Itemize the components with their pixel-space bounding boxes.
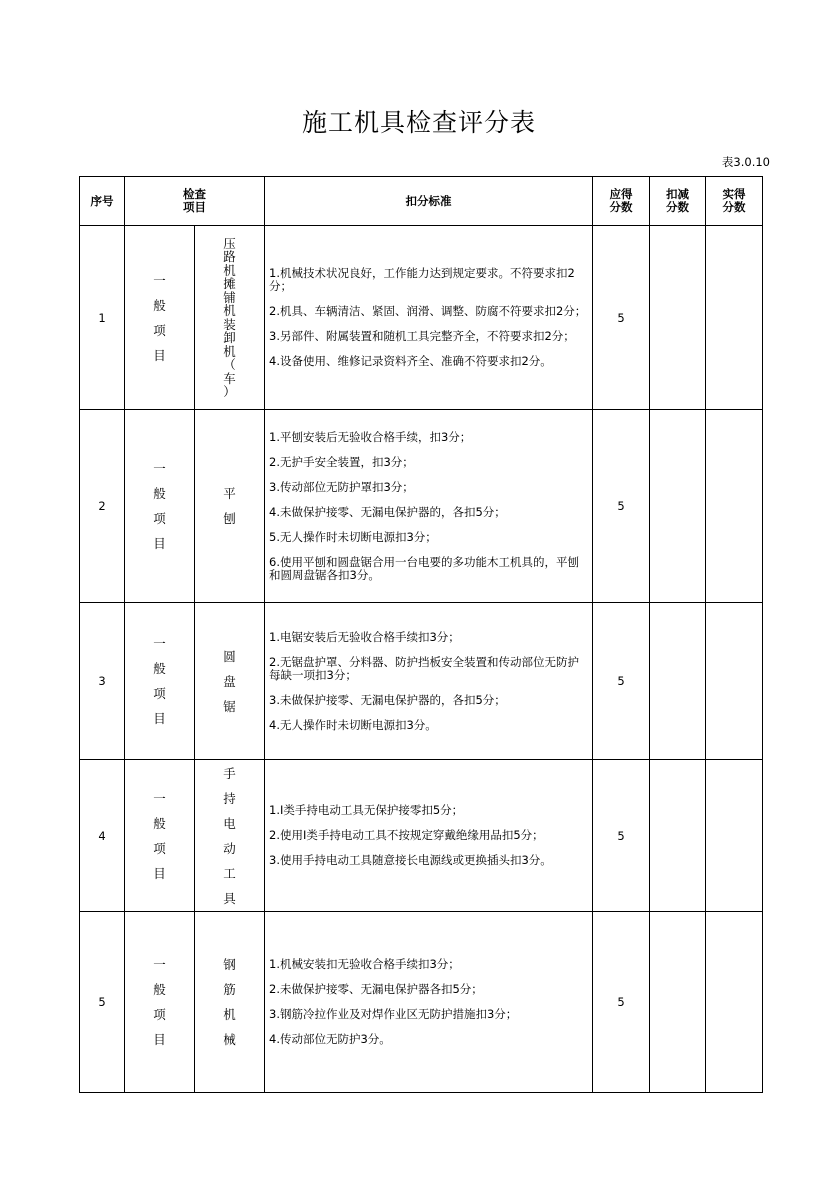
criteria-line: 1.机械安装扣无验收合格手续扣3分；	[269, 957, 460, 971]
category-char: 目	[153, 1032, 166, 1047]
criteria-line: 2.机具、车辆清洁、紧固、润滑、调整、防腐不符要求扣2分；	[269, 304, 587, 318]
row-due-score: 5	[593, 912, 650, 1093]
criteria-line: 1.I类手持电动工具无保护接零扣5分；	[269, 803, 464, 817]
row-due-score: 5	[593, 760, 650, 912]
row-category	[125, 760, 195, 912]
row-deduct-score-input[interactable]	[650, 603, 706, 760]
row-category	[125, 226, 195, 410]
criteria-line: 4.无人操作时未切断电源扣3分。	[269, 717, 437, 732]
row-due-score: 5	[593, 226, 650, 410]
row-deduction-criteria	[265, 760, 593, 912]
table-number: 表3.0.10	[721, 155, 770, 169]
item-char: 动	[223, 840, 236, 856]
criteria-line: 3.使用手持电动工具随意接长电源线或更换插头扣3分。	[269, 853, 552, 867]
row-actual-score-input[interactable]	[706, 226, 763, 410]
criteria-line: 2.使用I类手持电动工具不按规定穿戴绝缘用品扣5分；	[269, 828, 544, 842]
row-category	[125, 410, 195, 603]
item-char: 机	[223, 343, 236, 359]
category-char: 一	[153, 272, 166, 288]
category-char: 目	[153, 347, 166, 363]
row-deduct-score-input[interactable]	[650, 226, 706, 410]
header-criteria: 扣分标准	[265, 177, 593, 226]
row-inspection-item	[195, 410, 265, 603]
criteria-line: 3.另部件、附属装置和随机工具完整齐全，不符要求扣2分；	[269, 329, 575, 343]
table-row	[80, 410, 763, 603]
row-deduct-score-input[interactable]	[650, 760, 706, 912]
row-seq: 5	[80, 912, 125, 1093]
header-deduct-score: 扣减 分数	[650, 177, 706, 226]
category-char: 项	[153, 686, 166, 701]
category-char: 般	[153, 982, 166, 997]
row-actual-score-input[interactable]	[706, 410, 763, 603]
item-char: 盘	[223, 673, 236, 689]
row-seq: 2	[80, 410, 125, 603]
item-char: 平	[223, 486, 236, 501]
criteria-line: 4.未做保护接零、无漏电保护器的，各扣5分；	[269, 504, 506, 519]
item-char: 机	[223, 303, 236, 318]
item-char: 路	[223, 249, 236, 264]
row-due-score: 5	[593, 603, 650, 760]
header-row	[80, 177, 763, 226]
row-deduction-criteria	[265, 912, 593, 1093]
category-char: 目	[153, 711, 166, 726]
item-char: 手	[223, 765, 236, 781]
criteria-line: 5.无人操作时未切断电源扣3分；	[269, 529, 437, 544]
criteria-line: 4.设备使用、维修记录资料齐全、准确不符要求扣2分。	[269, 354, 552, 368]
item-char: （	[223, 357, 236, 372]
item-char: 卸	[223, 330, 236, 345]
item-char: 摊	[223, 276, 236, 291]
item-char: 锯	[223, 698, 236, 714]
item-char: 械	[223, 1032, 236, 1047]
category-char: 一	[153, 636, 166, 651]
page-title: 施工机具检查评分表	[301, 108, 536, 137]
category-char: 项	[153, 840, 166, 856]
item-char: 机	[223, 1007, 236, 1022]
row-inspection-item	[195, 603, 265, 760]
row-deduction-criteria	[265, 603, 593, 760]
criteria-line: 4.传动部位无防护3分。	[269, 1032, 391, 1046]
row-inspection-item	[195, 226, 265, 410]
row-inspection-item	[195, 912, 265, 1093]
criteria-line: 2.未做保护接零、无漏电保护器各扣5分；	[269, 982, 483, 996]
table-row	[80, 603, 763, 760]
inspection-score-table	[79, 176, 763, 1093]
row-inspection-item	[195, 760, 265, 912]
item-char: 圆	[223, 648, 236, 664]
row-deduction-criteria	[265, 410, 593, 603]
header-seq: 序号	[80, 177, 125, 226]
row-actual-score-input[interactable]	[706, 603, 763, 760]
item-char: 钢	[223, 957, 236, 972]
row-seq: 4	[80, 760, 125, 912]
table-row	[80, 760, 763, 912]
item-char: 筋	[223, 982, 236, 997]
criteria-line: 1.平刨安装后无验收合格手续，扣3分；	[269, 429, 472, 444]
item-char: 持	[223, 790, 236, 806]
header-actual-score: 实得 分数	[706, 177, 763, 226]
table-row	[80, 912, 763, 1093]
category-char: 般	[153, 661, 166, 676]
row-category	[125, 603, 195, 760]
category-char: 般	[153, 815, 166, 831]
row-seq: 1	[80, 226, 125, 410]
category-char: 项	[153, 1007, 166, 1022]
category-char: 一	[153, 957, 166, 972]
table-row	[80, 226, 763, 410]
category-char: 项	[153, 322, 166, 338]
item-char: 工	[223, 865, 236, 881]
row-due-score: 5	[593, 410, 650, 603]
item-char: 装	[223, 316, 236, 332]
row-actual-score-input[interactable]	[706, 912, 763, 1093]
item-char: 机	[223, 262, 236, 278]
criteria-line: 2.无锯盘护罩、分料器、防护挡板安全装置和传动部位无防护每缺一项扣3分；	[269, 654, 579, 682]
category-char: 般	[153, 486, 166, 501]
item-char: 具	[223, 890, 236, 906]
category-char: 一	[153, 461, 166, 476]
item-char: ）	[223, 384, 236, 399]
category-char: 项	[153, 511, 166, 526]
criteria-line: 3.钢筋冷拉作业及对焊作业区无防护措施扣3分；	[269, 1007, 518, 1021]
row-category	[125, 912, 195, 1093]
criteria-line: 2.无护手安全装置，扣3分；	[269, 454, 414, 469]
criteria-line: 3.传动部位无防护罩扣3分；	[269, 479, 414, 494]
row-seq: 3	[80, 603, 125, 760]
row-deduct-score-input[interactable]	[650, 410, 706, 603]
criteria-line: 3.未做保护接零、无漏电保护器的，各扣5分；	[269, 692, 506, 707]
item-char: 压	[223, 235, 236, 251]
category-char: 目	[153, 865, 166, 881]
category-char: 般	[153, 297, 166, 313]
item-char: 电	[223, 815, 236, 831]
item-char: 刨	[223, 511, 236, 526]
item-char: 车	[223, 370, 236, 386]
category-char: 目	[153, 536, 166, 551]
item-char: 铺	[223, 289, 236, 305]
category-char: 一	[153, 790, 166, 806]
row-actual-score-input[interactable]	[706, 760, 763, 912]
header-due-score: 应得 分数	[593, 177, 650, 226]
row-deduction-criteria	[265, 226, 593, 410]
header-item: 检查 项目	[125, 177, 265, 226]
criteria-line: 6.使用平刨和圆盘锯合用一台电要的多功能木工机具的，平刨和圆周盘锯各扣3分。	[269, 554, 579, 582]
criteria-line: 1.电锯安装后无验收合格手续扣3分；	[269, 629, 460, 644]
criteria-line: 1.机械技术状况良好，工作能力达到规定要求。不符要求扣2分；	[269, 266, 575, 293]
row-deduct-score-input[interactable]	[650, 912, 706, 1093]
